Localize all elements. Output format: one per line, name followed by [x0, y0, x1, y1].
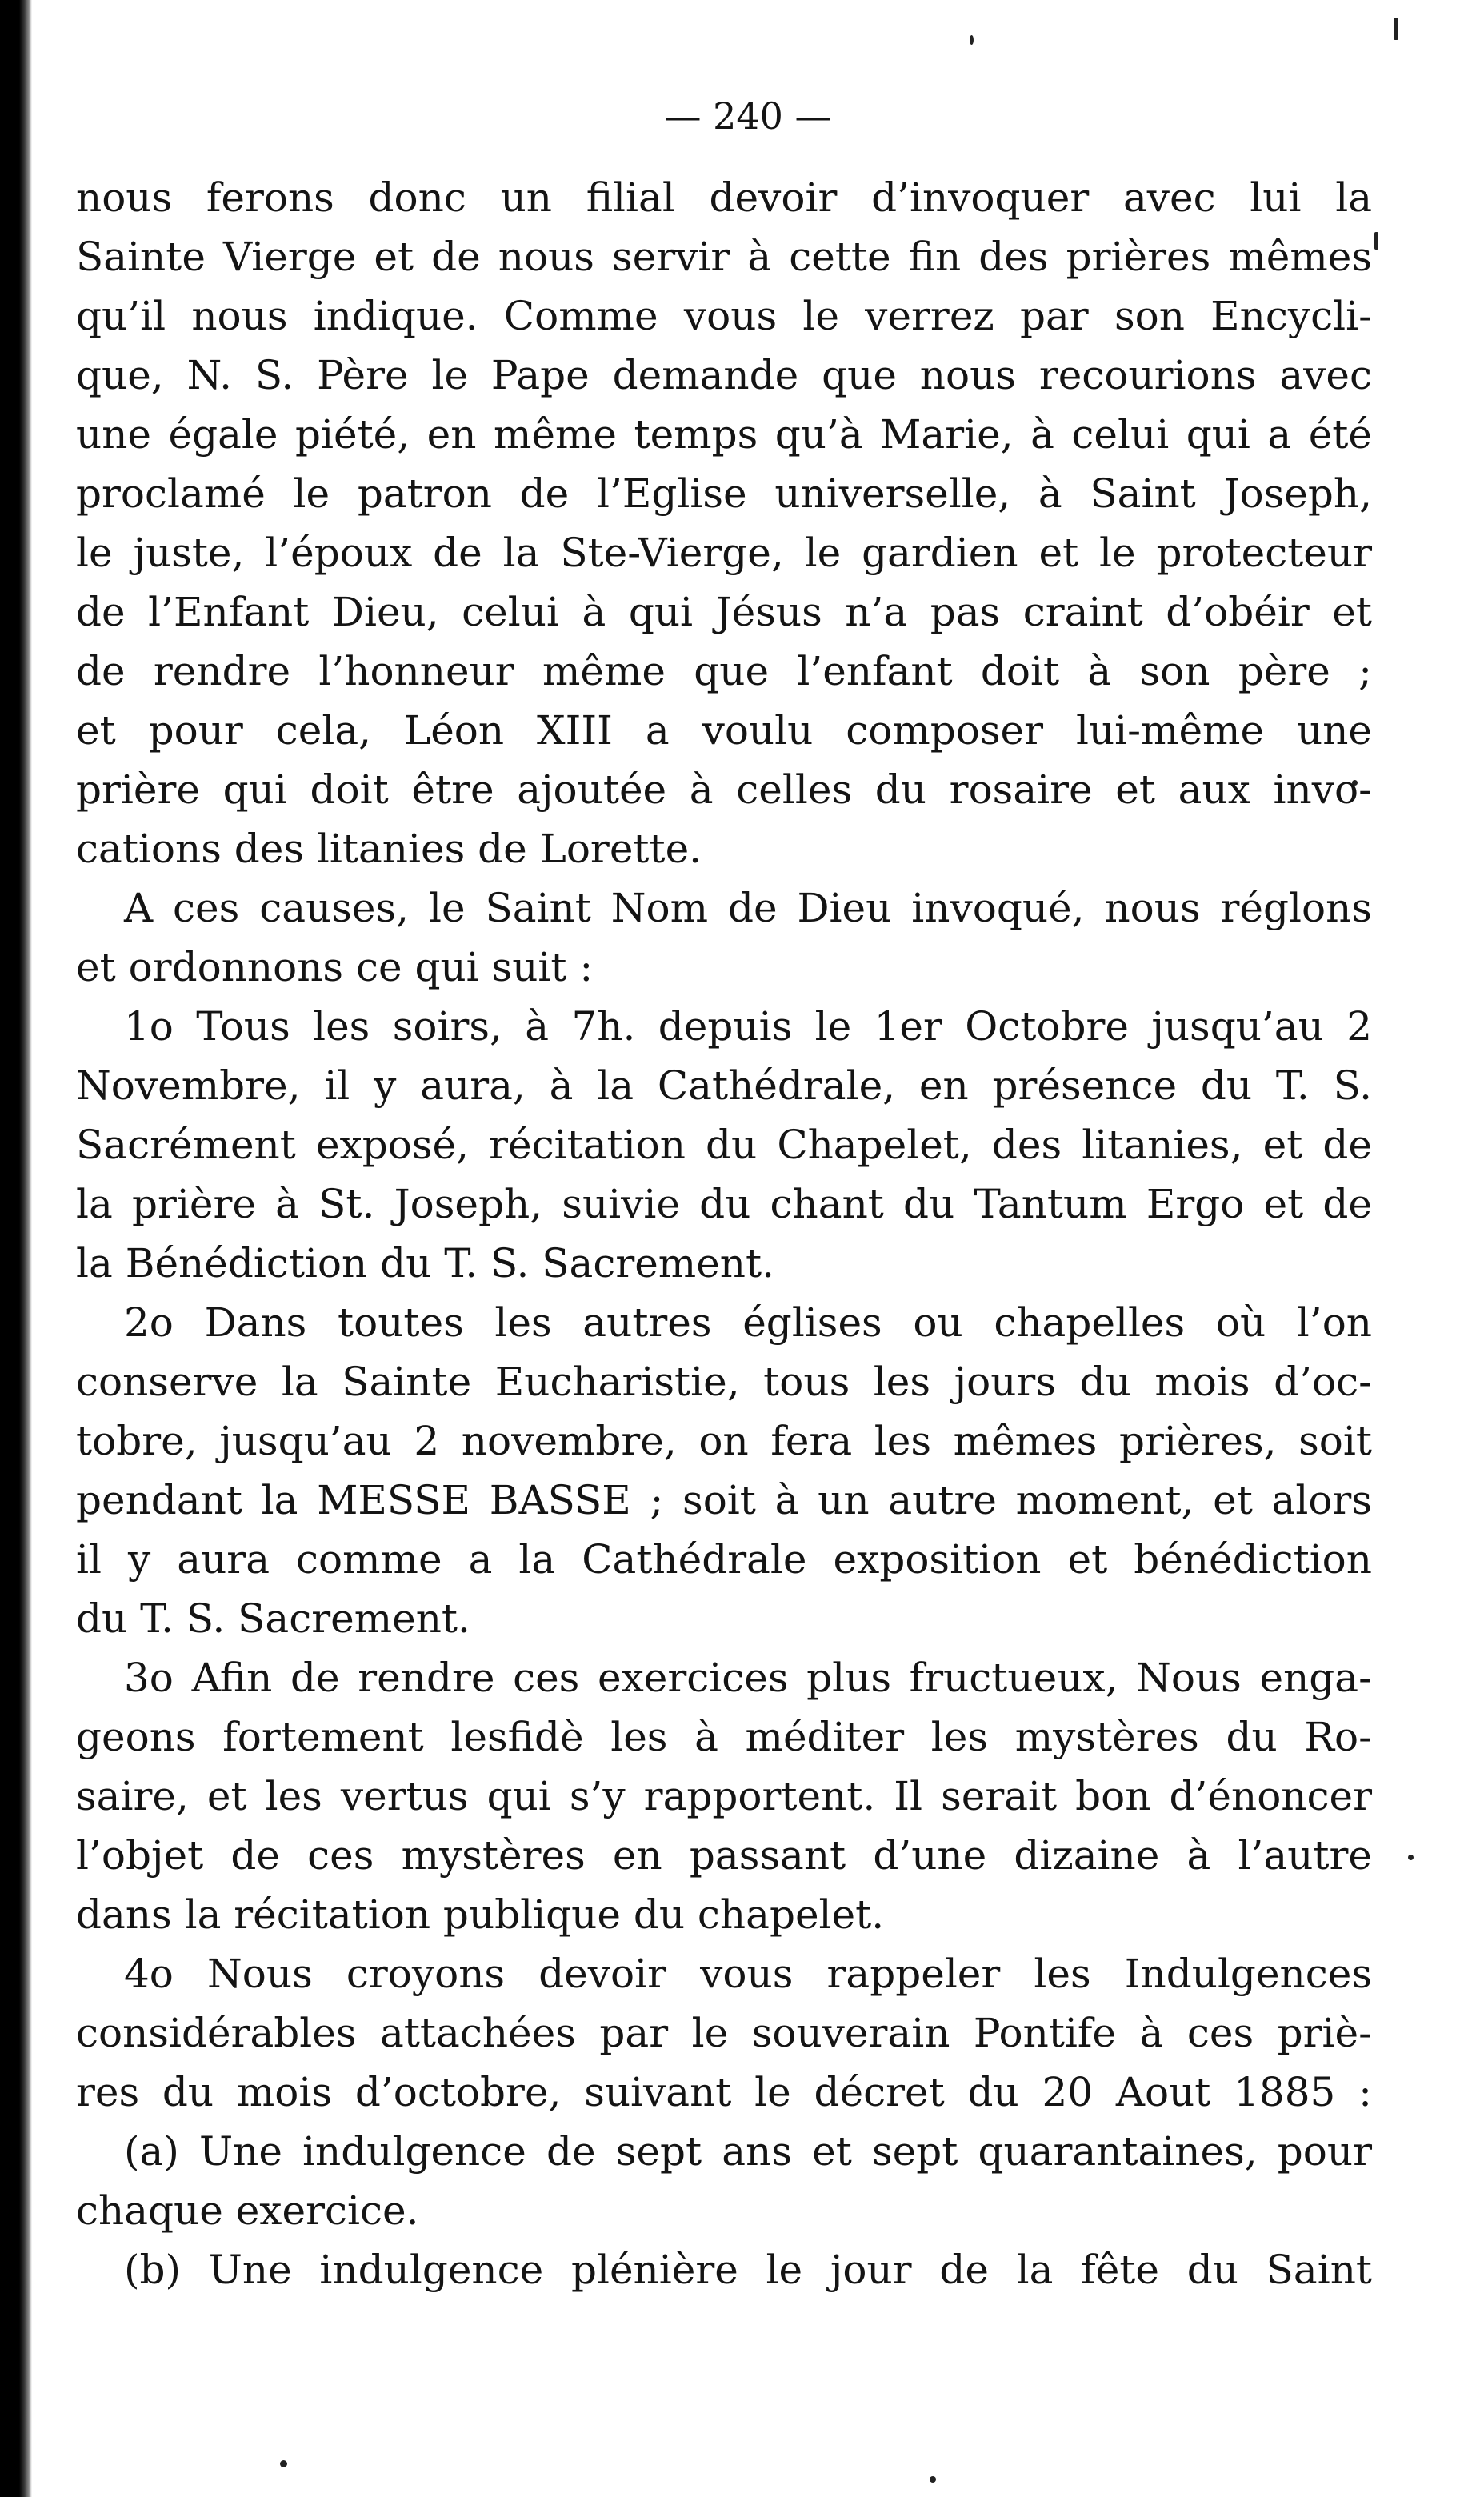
text-line: dans la récitation publique du chapelet.: [76, 1891, 885, 1938]
text-line: Novembre, il y aura, à la Cathédrale, en présence du T. S.: [76, 1062, 1372, 1109]
paragraph: [76, 2240, 1372, 2299]
text-line: A ces causes, le Saint Nom de Dieu invoqué, nous réglons: [124, 885, 1372, 931]
text-line: saire, et les vertus qui s’y rapportent. Il serait bon d’énoncer: [76, 1773, 1372, 1819]
text-line: la Bénédiction du T. S. Sacrement.: [76, 1240, 774, 1287]
paragraph: [76, 2122, 1372, 2240]
text-line: geons fortement lesfidè les à méditer les mystères du Ro-: [76, 1714, 1372, 1760]
ink-speck: [970, 35, 974, 45]
text-line: de rendre l’honneur même que l’enfant doit à son père ;: [76, 648, 1372, 694]
text-line: conserve la Sainte Eucharistie, tous les jours du mois d’oc-: [76, 1359, 1372, 1405]
text-line: du T. S. Sacrement.: [76, 1595, 470, 1642]
ink-speck: [1374, 232, 1378, 250]
paragraph: [76, 168, 1372, 878]
paragraph: [76, 997, 1372, 1293]
ink-speck: [1394, 18, 1398, 40]
text-line: 2o Dans toutes les autres églises ou chapelles où l’on: [124, 1299, 1372, 1346]
text-line: et pour cela, Léon XIII a voulu composer lui-même une: [76, 707, 1372, 754]
text-line: cations des litanies de Lorette.: [76, 826, 702, 872]
text-line: tobre, jusqu’au 2 novembre, on fera les mêmes prières, soit: [76, 1418, 1372, 1464]
text-line: Sacrément exposé, récitation du Chapelet, des litanies, et de: [76, 1122, 1372, 1168]
paragraph: [76, 878, 1372, 997]
text-line: res du mois d’octobre, suivant le décret du 20 Aout 1885 :: [76, 2069, 1372, 2115]
text-line: pendant la MESSE BASSE ; soit à un autre moment, et alors: [76, 1477, 1372, 1523]
text-line: 3o Afin de rendre ces exercices plus fructueux, Nous enga-: [124, 1655, 1372, 1701]
text-line: proclamé le patron de l’Eglise universelle, à Saint Joseph,: [76, 470, 1372, 517]
ink-speck: [280, 2460, 287, 2467]
ink-speck: [930, 2476, 936, 2483]
text-line: il y aura comme a la Cathédrale exposition et bénédiction: [76, 1536, 1372, 1583]
text-line: le juste, l’époux de la Ste-Vierge, le gardien et le protecteur: [76, 530, 1372, 576]
text-line: considérables attachées par le souverain Pontife à ces priè-: [76, 2010, 1372, 2056]
text-line: 1o Tous les soirs, à 7h. depuis le 1er Octobre jusqu’au 2: [124, 1003, 1372, 1050]
text-line: Sainte Vierge et de nous servir à cette fin des prières mêmes: [76, 234, 1372, 280]
text-line: 4o Nous croyons devoir vous rappeler les Indulgences: [124, 1951, 1372, 1997]
text-line: la prière à St. Joseph, suivie du chant du Tantum Ergo et de: [76, 1181, 1372, 1227]
text-line: chaque exercice.: [76, 2187, 419, 2234]
text-line: que, N. S. Père le Pape demande que nous recourions avec: [76, 352, 1372, 398]
document-page: [76, 88, 1372, 2299]
text-line: nous ferons donc un filial devoir d’invoquer avec lui la: [76, 174, 1372, 221]
text-line: prière qui doit être ajoutée à celles du rosaire et aux invo-: [76, 766, 1372, 813]
ink-speck: [1408, 1855, 1414, 1860]
text-line: une égale piété, en même temps qu’à Marie, à celui qui a été: [76, 411, 1372, 458]
text-line: l’objet de ces mystères en passant d’une dizaine à l’autre: [76, 1832, 1372, 1879]
text-line: de l’Enfant Dieu, celui à qui Jésus n’a pas craint d’obéir et: [76, 589, 1372, 635]
text-line: et ordonnons ce qui suit :: [76, 944, 594, 990]
text-line: qu’il nous indique. Comme vous le verrez par son Encycli-: [76, 293, 1372, 339]
page-number: — 240 —: [664, 94, 832, 138]
text-line: (b) Une indulgence plénière le jour de la fête du Saint: [124, 2247, 1372, 2293]
text-line: (a) Une indulgence de sept ans et sept quarantaines, pour: [124, 2128, 1372, 2175]
paragraph: [76, 1648, 1372, 1944]
paragraph: [76, 1944, 1372, 2122]
page-binding-edge: [0, 0, 32, 2497]
paragraph: [76, 1293, 1372, 1648]
